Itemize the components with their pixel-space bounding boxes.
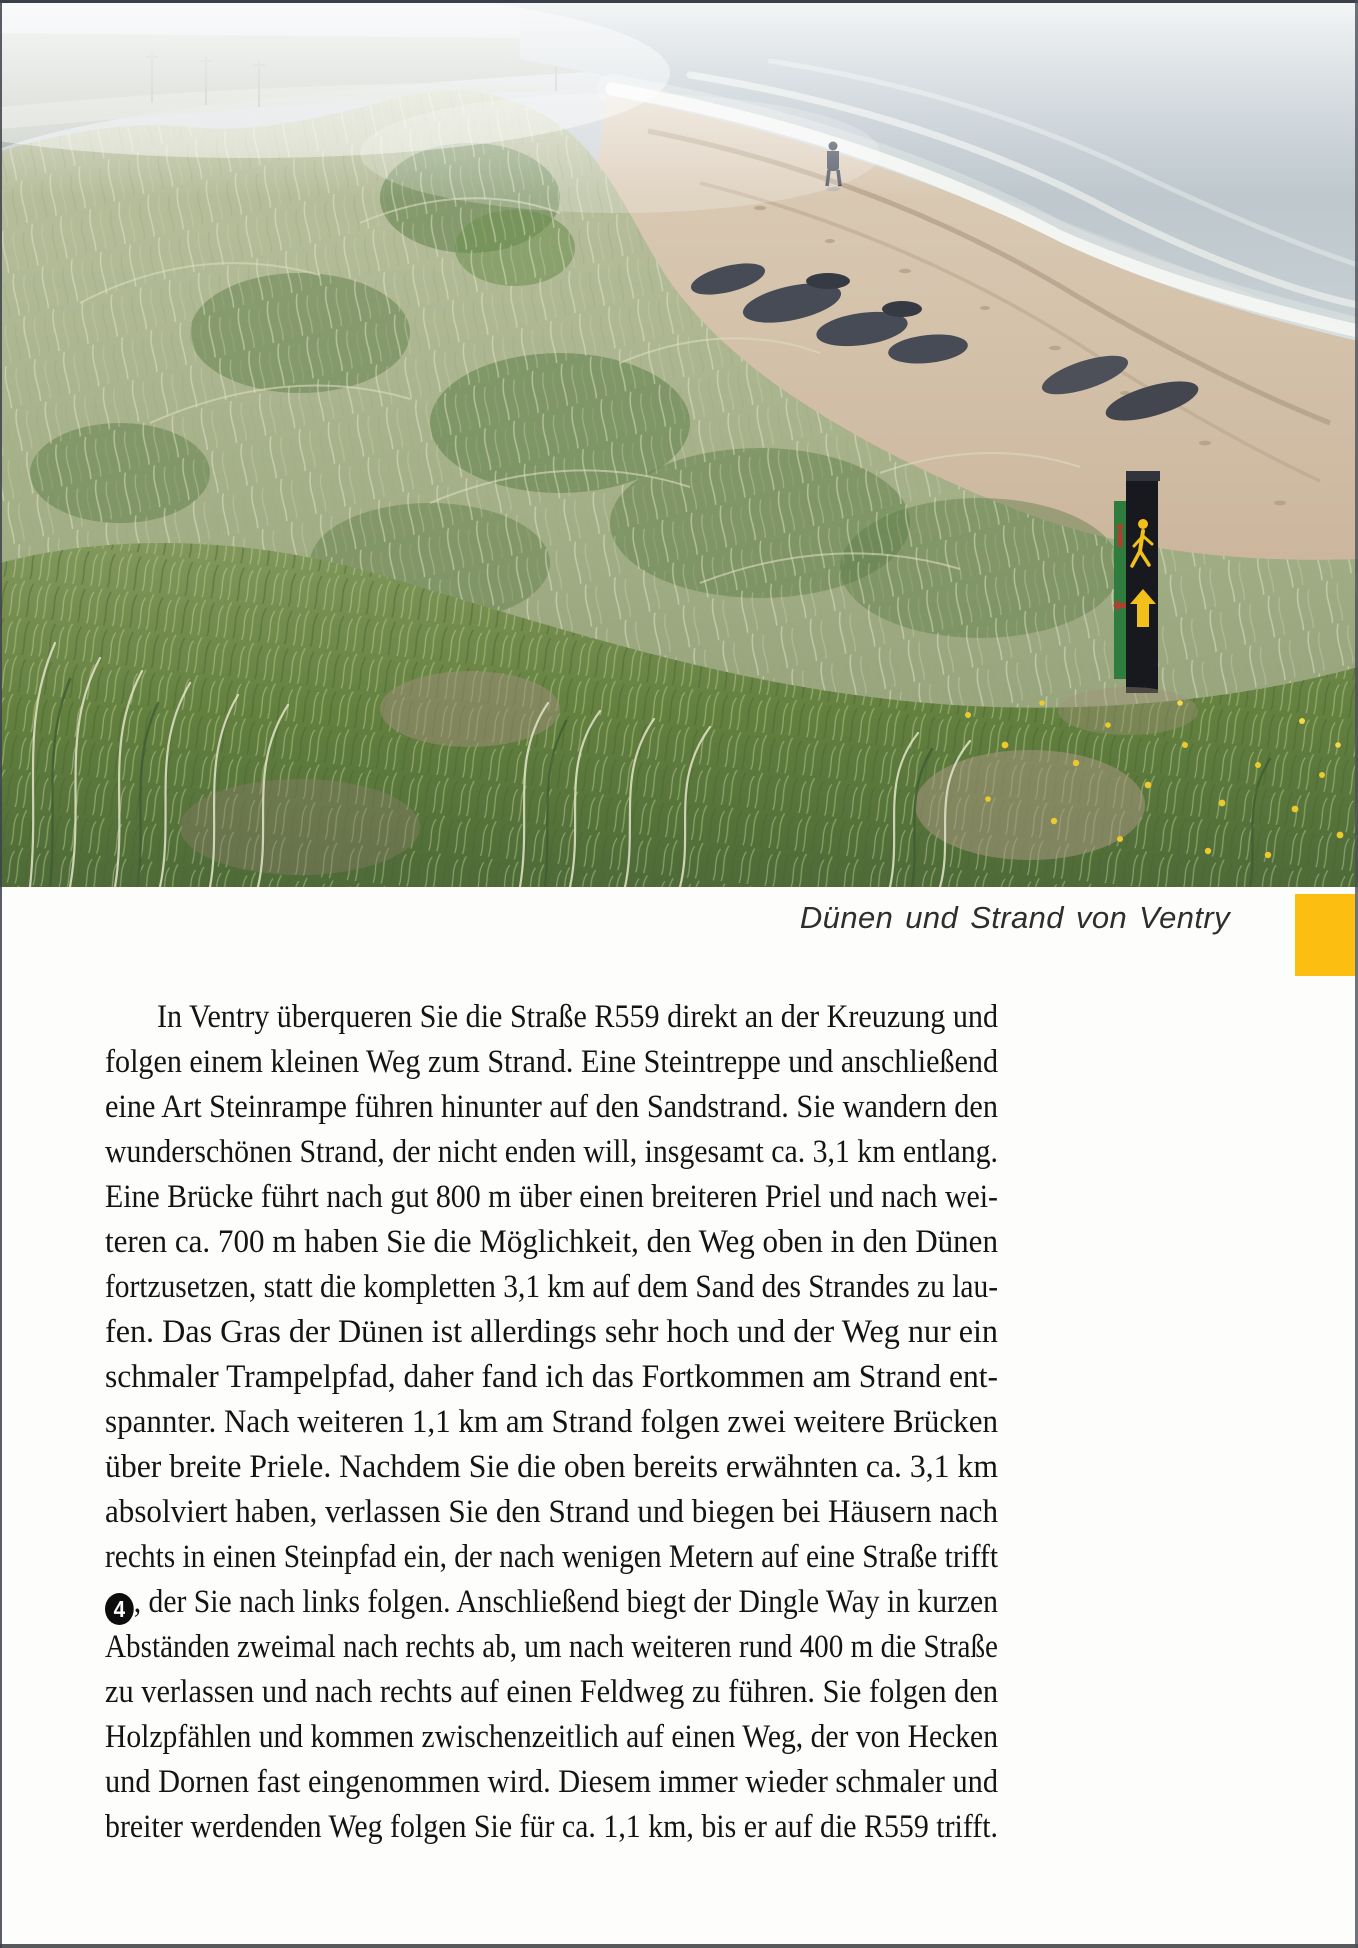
body-text-line: Abständen zweimal nach rechts ab, um nach weiteren rund 400 m die Straße bbox=[105, 1629, 998, 1665]
body-text-line: wunderschönen Strand, der nicht enden will, insgesamt ca. 3,1 km entlang. bbox=[105, 1134, 998, 1170]
body-text-line: fen. Das Gras der Dünen ist allerdings sehr hoch und der Weg nur ein bbox=[105, 1314, 998, 1350]
body-text-line: eine Art Steinrampe führen hinunter auf den Sandstrand. Sie wandern den bbox=[105, 1089, 998, 1125]
body-text-line: Eine Brücke führt nach gut 800 m über einen breiteren Priel und nach wei- bbox=[105, 1179, 998, 1215]
body-text-line: über breite Priele. Nachdem Sie die oben bereits erwähnten ca. 3,1 km bbox=[105, 1449, 998, 1485]
page-edge-top bbox=[0, 0, 1358, 3]
page-edge-bottom bbox=[0, 1944, 1358, 1948]
fog-wisp bbox=[360, 93, 880, 213]
body-text-line: schmaler Trampelpfad, daher fand ich das Fortkommen am Strand ent- bbox=[105, 1359, 998, 1395]
body-text-line: spannter. Nach weiteren 1,1 km am Strand folgen zwei weitere Brücken bbox=[105, 1404, 998, 1440]
waypoint-4-badge: 4 bbox=[105, 1593, 134, 1625]
body-text-line: Holzpfählen und kommen zwischenzeitlich auf einen Weg, der von Hecken bbox=[105, 1719, 998, 1755]
beach-photo bbox=[0, 3, 1358, 887]
body-text-line: teren ca. 700 m haben Sie die Möglichkeit, den Weg oben in den Dünen bbox=[105, 1224, 998, 1260]
body-text-line: fortzusetzen, statt die kompletten 3,1 km auf dem Sand des Strandes zu lau- bbox=[105, 1269, 998, 1305]
body-text-line: rechts in einen Steinpfad ein, der nach wenigen Metern auf eine Straße trifft bbox=[105, 1539, 998, 1575]
body-text-line: In Ventry überqueren Sie die Straße R559 direkt an der Kreuzung und bbox=[157, 999, 998, 1035]
body-text-line: folgen einem kleinen Weg zum Strand. Eine Steintreppe und anschließend bbox=[105, 1044, 998, 1080]
body-text-line: absolviert haben, verlassen Sie den Strand und biegen bei Häusern nach bbox=[105, 1494, 998, 1530]
photo-caption: Dünen und Strand von Ventry bbox=[799, 900, 1230, 935]
route-description-paragraph bbox=[105, 995, 998, 1850]
page-edge-left bbox=[0, 0, 2, 1948]
marker-post-body bbox=[1126, 481, 1158, 693]
body-text-line: zu verlassen und nach rechts auf einen Feldweg zu führen. Sie folgen den bbox=[105, 1674, 998, 1710]
body-text-line: breiter werdenden Weg folgen Sie für ca. 1,1 km, bis er auf die R559 trifft. bbox=[105, 1809, 998, 1845]
trail-marker-post bbox=[1113, 471, 1160, 693]
chapter-color-tab bbox=[1295, 894, 1355, 976]
body-text-line: 4 , der Sie nach links folgen. Anschließend biegt der Dingle Way in kurzen bbox=[105, 1580, 998, 1625]
body-text-line: und Dornen fast eingenommen wird. Diesem immer wieder schmaler und bbox=[105, 1764, 998, 1800]
